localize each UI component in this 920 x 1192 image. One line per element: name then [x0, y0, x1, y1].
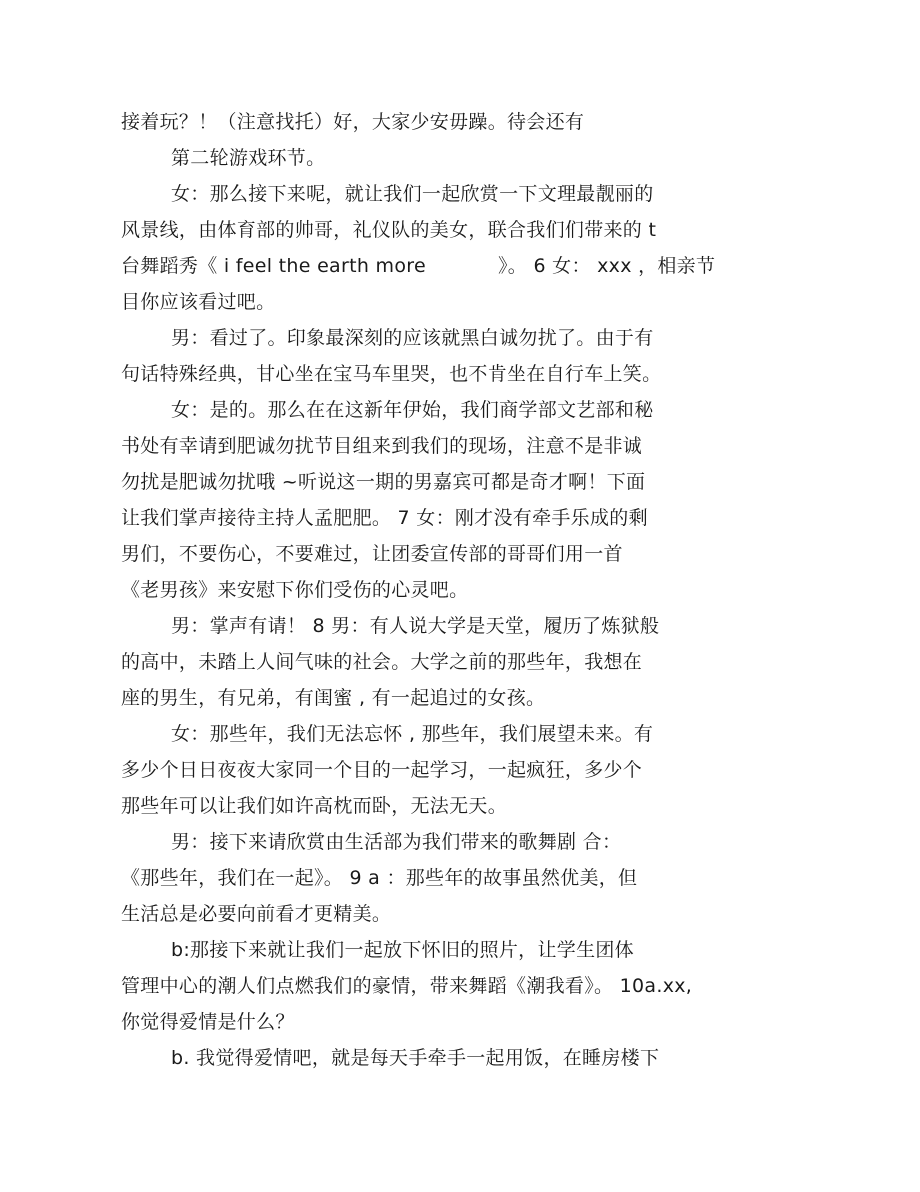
text-line: b. 我觉得爱情吧，就是每天手牵手一起用饭，在睡房楼下: [171, 1047, 660, 1069]
text-line: 那些年可以让我们如许高枕而卧，无法无天。: [121, 795, 508, 817]
text-line: 接着玩？！（注意找托）好，大家少安毋躁。待会还有: [121, 111, 585, 133]
text-line: 《老男孩》来安慰下你们受伤的心灵吧。: [121, 579, 469, 601]
text-line: 风景线，由体育部的帅哥，礼仪队的美女，联合我们们带来的 t: [121, 219, 657, 241]
text-line: 男：接下来请欣赏由生活部为我们带来的歌舞剧 合：: [171, 831, 622, 853]
text-line: 勿扰是肥诚勿扰哦 ~听说这一期的男嘉宾可都是奇才啊！下面: [121, 471, 646, 493]
text-line: 目你应该看过吧。: [121, 291, 276, 313]
text-line: 你觉得爱情是什么？: [121, 1011, 295, 1033]
text-line: 句话特殊经典，甘心坐在宝马车里哭，也不肯坐在自行车上笑。: [121, 363, 662, 385]
text-line: 座的男生，有兄弟，有闺蜜 , 有一起追过的女孩。: [121, 687, 546, 709]
text-line: 《那些年，我们在一起》。 9 a ：那些年的故事虽然优美，但: [121, 867, 638, 889]
text-line: 》。 6 女： xxx ，相亲节: [498, 255, 716, 277]
text-line: 生活总是必要向前看才更精美。: [121, 903, 392, 925]
text-line: 第二轮游戏环节。: [171, 147, 326, 169]
text-line: 男：看过了。印象最深刻的应该就黑白诚勿扰了。由于有: [171, 327, 654, 349]
text-line: 管理中心的潮人们点燃我们的豪情，带来舞蹈《潮我看》。 10a.xx,: [121, 975, 693, 997]
text-line: 让我们掌声接待主持人孟肥肥。 7 女：刚才没有牵手乐成的剩: [121, 507, 648, 529]
text-line: 台舞蹈秀《 i feel the earth more: [121, 255, 426, 277]
text-line: 的高中，未踏上人间气味的社会。大学之前的那些年，我想在: [121, 651, 643, 673]
text-line: 多少个日日夜夜大家同一个目的一起学习，一起疯狂，多少个: [121, 759, 643, 781]
text-line: 女：那些年，我们无法忘怀 , 那些年，我们展望未来。有: [171, 723, 654, 745]
text-line: 男：掌声有请！ 8 男：有人说大学是天堂，履历了炼狱般: [171, 615, 660, 637]
text-line: 女：那么接下来呢，就让我们一起欣赏一下文理最靓丽的: [171, 183, 654, 205]
text-line: 书处有幸请到肥诚勿扰节目组来到我们的现场，注意不是非诚: [121, 435, 643, 457]
text-line: 男们，不要伤心，不要难过，让团委宣传部的哥哥们用一首: [121, 543, 623, 565]
text-line: 女：是的。那么在在这新年伊始，我们商学部文艺部和秘: [171, 399, 654, 421]
text-line: b:那接下来就让我们一起放下怀旧的照片，让学生团体: [171, 939, 634, 961]
